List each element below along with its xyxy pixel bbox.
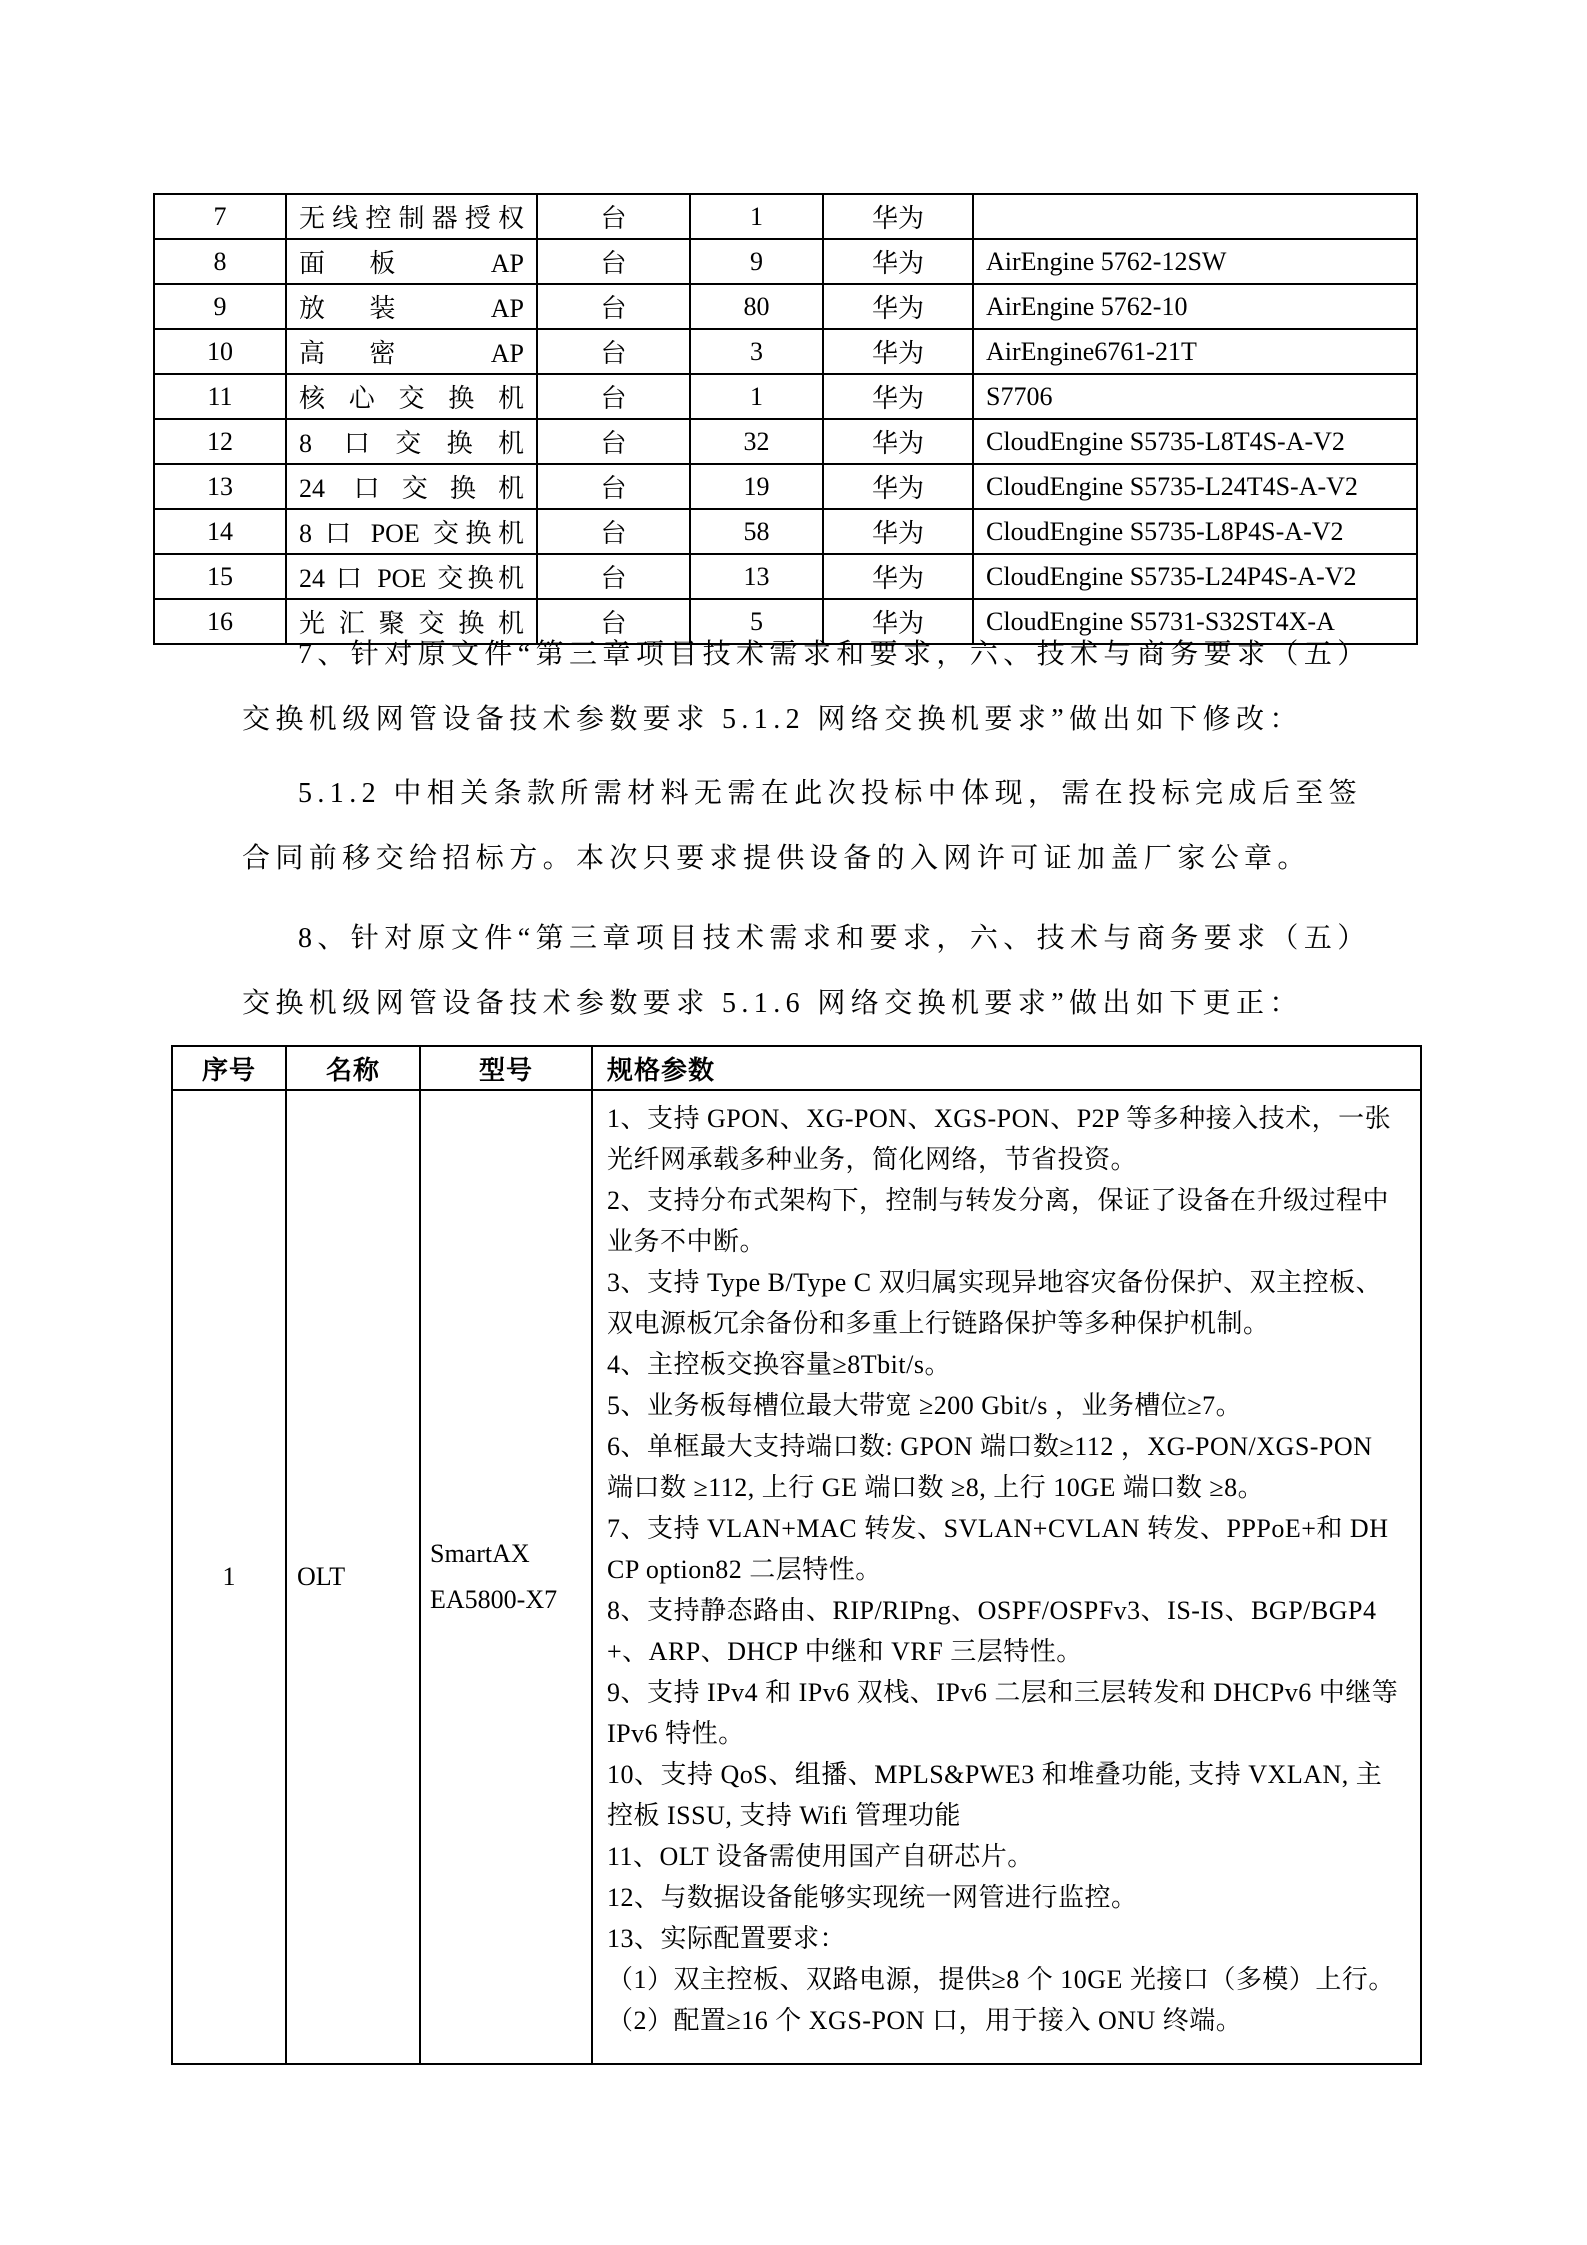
equipment-row-qty: 32 xyxy=(690,419,823,464)
equipment-row-qty: 58 xyxy=(690,509,823,554)
equipment-row-model: AirEngine 5762-10 xyxy=(973,284,1417,329)
equipment-row-name: 8 口 POE 交换机 xyxy=(286,509,537,554)
equipment-row-model: S7706 xyxy=(973,374,1417,419)
equipment-row-name: 面板 AP xyxy=(286,239,537,284)
equipment-row-brand: 华为 xyxy=(823,329,973,374)
equipment-row-unit: 台 xyxy=(537,284,690,329)
spec-item: 10、支持 QoS、组播、MPLS&PWE3 和堆叠功能, 支持 VXLAN, 主控板 ISSU, 支持 Wifi 管理功能 xyxy=(607,1760,1383,1830)
spec-row-model xyxy=(420,1090,592,2064)
equipment-row-qty: 3 xyxy=(690,329,823,374)
equipment-row xyxy=(154,284,1417,329)
equipment-row-model: CloudEngine S5731-S32ST4X-A xyxy=(973,599,1417,644)
spec-header-spec: 规格参数 xyxy=(592,1046,1421,1090)
equipment-row xyxy=(154,239,1417,284)
equipment-row-name: 放装 AP xyxy=(286,284,537,329)
equipment-row-brand: 华为 xyxy=(823,374,973,419)
spec-header-row xyxy=(172,1046,1421,1090)
paragraph-7: 7、针对原文件“第三章项目技术需求和要求，六、技术与商务要求（五）交换机级网管设备技术参数要求 5.1.2 网络交换机要求”做出如下修改： xyxy=(242,639,1371,735)
equipment-row-brand: 华为 xyxy=(823,554,973,599)
spec-item: 11、OLT 设备需使用国产自研芯片。 xyxy=(607,1842,1034,1871)
spec-item: （1）双主控板、双路电源，提供≥8 个 10GE 光接口（多模）上行。 xyxy=(607,1965,1395,1994)
spec-item: 9、支持 IPv4 和 IPv6 双栈、IPv6 二层和三层转发和 DHCPv6 中继等 IPv6 特性。 xyxy=(607,1678,1399,1748)
equipment-row-model xyxy=(973,194,1417,239)
equipment-row-no: 15 xyxy=(154,554,286,599)
equipment-row-brand: 华为 xyxy=(823,194,973,239)
spec-table xyxy=(171,1045,1422,2065)
spec-item: 2、支持分布式架构下，控制与转发分离，保证了设备在升级过程中业务不中断。 xyxy=(607,1186,1390,1256)
spec-item: （2）配置≥16 个 XGS-PON 口，用于接入 ONU 终端。 xyxy=(607,2006,1243,2035)
equipment-row-brand: 华为 xyxy=(823,464,973,509)
equipment-row-qty: 5 xyxy=(690,599,823,644)
equipment-row-unit: 台 xyxy=(537,194,690,239)
spec-row-model-line1: SmartAX xyxy=(430,1539,530,1568)
spec-item: 5、业务板每槽位最大带宽 ≥200 Gbit/s ，业务槽位≥7。 xyxy=(607,1391,1243,1420)
spec-item: 1、支持 GPON、XG-PON、XGS-PON、P2P 等多种接入技术，一张光纤网承载多种业务，简化网络，节省投资。 xyxy=(607,1104,1392,1174)
spec-item: 6、单框最大支持端口数: GPON 端口数≥112 ，XG-PON/XGS-PON 端口数 ≥112, 上行 GE 端口数 ≥8, 上行 10GE 端口数 ≥8。 xyxy=(607,1432,1373,1502)
equipment-row-qty: 80 xyxy=(690,284,823,329)
equipment-row-unit: 台 xyxy=(537,374,690,419)
equipment-row-model: CloudEngine S5735-L8T4S-A-V2 xyxy=(973,419,1417,464)
equipment-row xyxy=(154,194,1417,239)
equipment-row xyxy=(154,509,1417,554)
equipment-row xyxy=(154,329,1417,374)
equipment-row-no: 7 xyxy=(154,194,286,239)
equipment-row-model: AirEngine 5762-12SW xyxy=(973,239,1417,284)
spec-row xyxy=(172,1090,1421,2064)
equipment-row-model: CloudEngine S5735-L24T4S-A-V2 xyxy=(973,464,1417,509)
equipment-row-name: 无线控制器授权 xyxy=(286,194,537,239)
equipment-row-brand: 华为 xyxy=(823,599,973,644)
equipment-row-name: 光汇聚交换机 xyxy=(286,599,537,644)
spec-item: 12、与数据设备能够实现统一网管进行监控。 xyxy=(607,1883,1138,1912)
equipment-row-unit: 台 xyxy=(537,509,690,554)
equipment-row-no: 16 xyxy=(154,599,286,644)
equipment-row-no: 9 xyxy=(154,284,286,329)
equipment-row-no: 12 xyxy=(154,419,286,464)
spec-item: 4、主控板交换容量≥8Tbit/s。 xyxy=(607,1350,951,1379)
equipment-row xyxy=(154,554,1417,599)
paragraph-5-1-2: 5.1.2 中相关条款所需材料无需在此次投标中体现，需在投标完成后至签合同前移交给招标方。本次只要求提供设备的入网许可证加盖厂家公章。 xyxy=(242,778,1363,874)
equipment-row-name: 8 口交换机 xyxy=(286,419,537,464)
equipment-row-no: 13 xyxy=(154,464,286,509)
spec-item: 7、支持 VLAN+MAC 转发、SVLAN+CVLAN 转发、PPPoE+和 DHCP option82 二层特性。 xyxy=(607,1514,1389,1584)
equipment-row-brand: 华为 xyxy=(823,239,973,284)
equipment-row-name: 核心交换机 xyxy=(286,374,537,419)
equipment-row-qty: 1 xyxy=(690,374,823,419)
spec-row-name: OLT xyxy=(286,1090,420,2064)
equipment-row-unit: 台 xyxy=(537,464,690,509)
spec-row-model-line2: EA5800-X7 xyxy=(430,1585,558,1614)
equipment-row xyxy=(154,419,1417,464)
spec-header-name: 名称 xyxy=(286,1046,420,1090)
equipment-row-qty: 13 xyxy=(690,554,823,599)
equipment-table xyxy=(153,193,1418,645)
spec-item: 13、实际配置要求： xyxy=(607,1924,847,1953)
equipment-row-unit: 台 xyxy=(537,419,690,464)
spec-item: 8、支持静态路由、RIP/RIPng、OSPF/OSPFv3、IS-IS、BGP/BGP4+、ARP、DHCP 中继和 VRF 三层特性。 xyxy=(607,1596,1377,1666)
equipment-row-unit: 台 xyxy=(537,239,690,284)
equipment-row-name: 24 口交换机 xyxy=(286,464,537,509)
equipment-row-qty: 9 xyxy=(690,239,823,284)
equipment-row-no: 10 xyxy=(154,329,286,374)
spec-item: 3、支持 Type B/Type C 双归属实现异地容灾备份保护、双主控板、双电源板冗余备份和多重上行链路保护等多种保护机制。 xyxy=(607,1268,1383,1338)
equipment-row-name: 高密 AP xyxy=(286,329,537,374)
equipment-row-unit: 台 xyxy=(537,329,690,374)
equipment-row-qty: 19 xyxy=(690,464,823,509)
equipment-row-no: 14 xyxy=(154,509,286,554)
equipment-row-model: AirEngine6761-21T xyxy=(973,329,1417,374)
spec-header-model: 型号 xyxy=(420,1046,592,1090)
equipment-row-no: 11 xyxy=(154,374,286,419)
equipment-row-brand: 华为 xyxy=(823,419,973,464)
body-paragraphs xyxy=(242,622,1376,1036)
equipment-row-qty: 1 xyxy=(690,194,823,239)
equipment-row-unit: 台 xyxy=(537,599,690,644)
spec-row-no: 1 xyxy=(172,1090,286,2064)
spec-header-no: 序号 xyxy=(172,1046,286,1090)
equipment-row-brand: 华为 xyxy=(823,284,973,329)
equipment-row-name: 24 口 POE 交换机 xyxy=(286,554,537,599)
equipment-row-no: 8 xyxy=(154,239,286,284)
equipment-row xyxy=(154,464,1417,509)
equipment-row-model: CloudEngine S5735-L24P4S-A-V2 xyxy=(973,554,1417,599)
equipment-row-brand: 华为 xyxy=(823,509,973,554)
paragraph-8: 8、针对原文件“第三章项目技术需求和要求，六、技术与商务要求（五）交换机级网管设备技术参数要求 5.1.6 网络交换机要求”做出如下更正： xyxy=(242,923,1371,1019)
equipment-row-model: CloudEngine S5735-L8P4S-A-V2 xyxy=(973,509,1417,554)
spec-row-parameters xyxy=(592,1090,1421,2064)
equipment-row-unit: 台 xyxy=(537,554,690,599)
equipment-row xyxy=(154,374,1417,419)
